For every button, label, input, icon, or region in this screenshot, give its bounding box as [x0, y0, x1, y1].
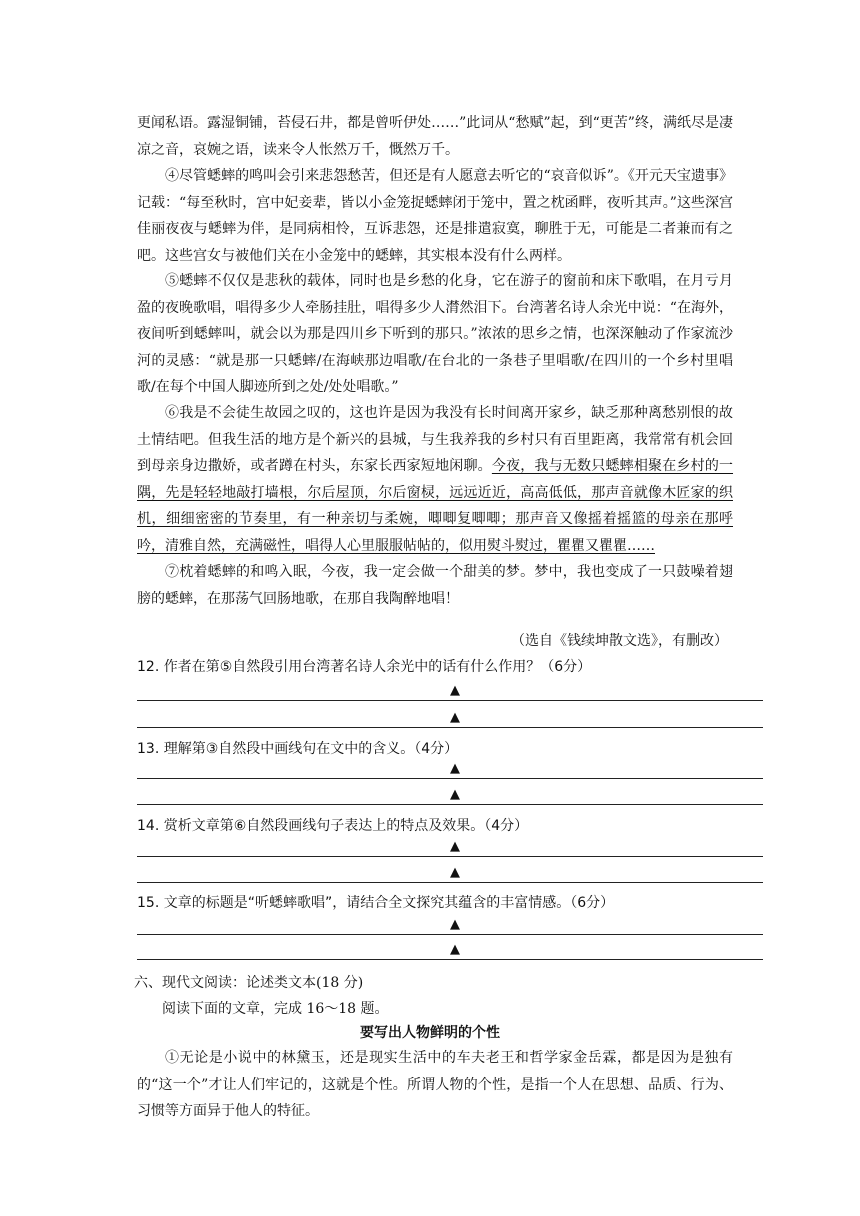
source-citation: （选自《钱续坤散文选》，有删改）: [511, 633, 728, 649]
paragraph-4: ④尽管蟋蟀的鸣叫会引来悲怨愁苦，但还是有人愿意去听它的“哀音似诉”。《开元天宝遗事》记载：“每至秋时，宫中妃妾辈，皆以小金笼捉蟋蟀闭于笼中，置之枕函畔，夜听其声。”这些深宫佳丽夜夜与蟋蟀为伴，是同病相怜，互诉悲怨，还是排遣寂寞，聊胜于无，可能是二者兼而有之吧。这些宫女与被他们关在小金笼中的蟋蟀，其实根本没有什么两样。: [137, 168, 733, 264]
question-15: 15. 文章的标题是“听蟋蟀歌唱”，请结合全文探究其蕴含的丰富情感。（6分）: [137, 895, 615, 911]
answer-marker-icon: ▲: [450, 710, 460, 725]
answer-line-13a[interactable]: [137, 760, 763, 779]
paragraph-6-text: ⑥我是不会徒生故园之叹的，这也许是因为我没有长时间离开家乡，缺乏那种离愁别恨的故土情结吧。但我生活的地方是个新兴的县城，与生我养我的乡村只有百里距离，我常常有机会回到母亲身边撒娇，或者蹲在村头，东家长西家短地闲聊。: [137, 405, 733, 474]
answer-line-14a[interactable]: [137, 838, 763, 857]
answer-marker-icon: ▲: [450, 942, 460, 957]
answer-marker-icon: ▲: [450, 683, 460, 698]
answer-line-14b[interactable]: [137, 864, 763, 883]
answer-line-12a[interactable]: [137, 682, 763, 701]
article-paragraph-1: ①无论是小说中的林黛玉，还是现实生活中的车夫老王和哲学家金岳霖，都是因为是独有的“这一个”才让人们牢记的，这就是个性。所谓人物的个性，是指一个人在思想、品质、行为、习惯等方面异于他人的特征。: [137, 1050, 733, 1119]
question-14: 14. 赏析文章第⑥自然段画线句子表达上的特点及效果。（4分）: [137, 818, 529, 834]
paragraph-5: ⑤蟋蟀不仅仅是悲秋的载体，同时也是乡愁的化身，它在游子的窗前和床下歌唱，在月亏月盈的夜晚歌唱，唱得多少人牵肠挂肚，唱得多少人潸然泪下。台湾著名诗人余光中说：“在海外，夜间听到蟋蟀叫，就会以为那是四川乡下听到的那只。”浓浓的思乡之情，也深深触动了作家流沙河的灵感：“就是那一只蟋蟀/在海峡那边唱歌/在台北的一条巷子里唱歌/在四川的一个乡村里唱歌/在每个中国人脚迹所到之处/处处唱歌。”: [137, 273, 733, 395]
question-12: 12. 作者在第⑤自然段引用台湾著名诗人余光中的话有什么作用？（6分）: [137, 659, 592, 675]
section-6-instruction: 阅读下面的文章，完成 16～18 题。: [162, 1001, 389, 1017]
paragraph-7: ⑦枕着蟋蟀的和鸣入眠，今夜，我一定会做一个甜美的梦。梦中，我也变成了一只鼓噪着翅膀的蟋蟀，在那荡气回肠地歌，在那自我陶醉地唱！: [137, 564, 733, 607]
passage-continuation: 更闻私语。露湿铜铺，苔侵石井，都是曾听伊处……”此词从“愁赋”起，到“更苦”终，满纸尽是凄凉之音，哀婉之语，读来令人怅然万千，慨然万千。: [137, 115, 733, 158]
answer-marker-icon: ▲: [450, 917, 460, 932]
paragraph-6: [137, 400, 733, 559]
answer-line-15a[interactable]: [137, 916, 763, 935]
answer-line-12b[interactable]: [137, 709, 763, 728]
paragraph-6-underlined-sentence: 今夜，我与无数只蟋蟀相聚在乡村的一隅，先是轻轻地敲打墙根，尔后屋顶，尔后窗棂，远远近近，高高低低，那声音就像木匠家的织机，细细密密的节奏里，有一种亲切与柔婉，唧唧复唧唧；那声音又像摇着摇篮的母亲在那呼吟，清雅自然，充满磁性，唱得人心里服服帖帖的，似用熨斗熨过，瞿瞿又瞿瞿……: [137, 458, 734, 554]
section-6-heading: 六、现代文阅读：论述类文本(18 分): [134, 975, 364, 991]
answer-marker-icon: ▲: [450, 761, 460, 776]
answer-marker-icon: ▲: [450, 865, 460, 880]
answer-line-15b[interactable]: [137, 941, 763, 960]
answer-marker-icon: ▲: [450, 787, 460, 802]
article-title: 要写出人物鲜明的个性: [360, 1025, 500, 1041]
answer-marker-icon: ▲: [450, 839, 460, 854]
question-13: 13. 理解第③自然段中画线句在文中的含义。（4分）: [137, 741, 459, 757]
answer-line-13b[interactable]: [137, 786, 763, 805]
